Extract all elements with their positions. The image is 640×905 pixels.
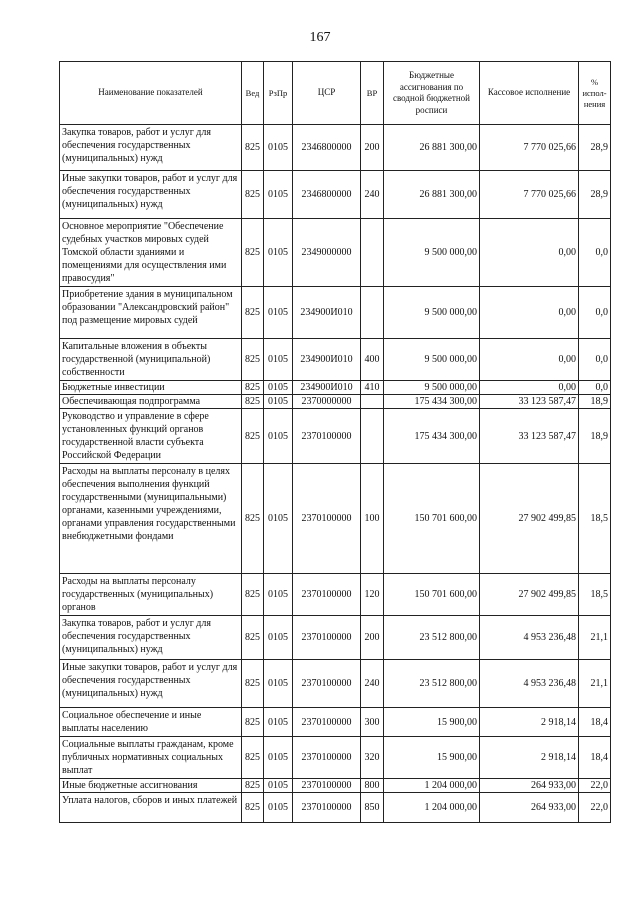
cell-budget: 9 500 000,00 (384, 219, 480, 287)
header-pct: % испол-нения (579, 62, 611, 125)
cell-rzpr: 0105 (264, 287, 293, 339)
cell-csr: 2370000000 (293, 395, 361, 409)
table-row (60, 339, 611, 381)
cell-name: Бюджетные инвестиции (60, 381, 242, 395)
cell-vr: 200 (361, 125, 384, 171)
header-vr: ВР (361, 62, 384, 125)
cell-budget: 1 204 000,00 (384, 793, 480, 823)
cell-csr: 2370100000 (293, 779, 361, 793)
cell-vr: 300 (361, 708, 384, 737)
table-row (60, 219, 611, 287)
table-row (60, 464, 611, 574)
cell-rzpr: 0105 (264, 574, 293, 616)
cell-ved: 825 (242, 793, 264, 823)
cell-budget: 175 434 300,00 (384, 409, 480, 464)
cell-csr: 234900И010 (293, 287, 361, 339)
cell-csr: 2370100000 (293, 737, 361, 779)
cell-rzpr: 0105 (264, 409, 293, 464)
cell-vr (361, 287, 384, 339)
cell-name: Уплата налогов, сборов и иных платежей (60, 793, 242, 823)
cell-name: Расходы на выплаты персоналу в целях обеспечения выполнения функций государственными (муниципальными) органами, казенными учреждениями, органами управления государственными внебюджетными фондами (60, 464, 242, 574)
cell-budget: 9 500 000,00 (384, 381, 480, 395)
cell-ved: 825 (242, 779, 264, 793)
cell-pct: 0,0 (579, 287, 611, 339)
header-name: Наименование показателей (60, 62, 242, 125)
cell-rzpr: 0105 (264, 660, 293, 708)
cell-csr: 2370100000 (293, 574, 361, 616)
cell-cash: 2 918,14 (480, 737, 579, 779)
cell-name: Закупка товаров, работ и услуг для обеспечения государственных (муниципальных) нужд (60, 125, 242, 171)
table-row (60, 574, 611, 616)
cell-cash: 33 123 587,47 (480, 409, 579, 464)
cell-rzpr: 0105 (264, 171, 293, 219)
cell-ved: 825 (242, 464, 264, 574)
cell-ved: 825 (242, 660, 264, 708)
table-row (60, 708, 611, 737)
table-row (60, 737, 611, 779)
cell-pct: 18,4 (579, 708, 611, 737)
header-rzpr: РзПр (264, 62, 293, 125)
cell-ved: 825 (242, 381, 264, 395)
cell-ved: 825 (242, 574, 264, 616)
cell-csr: 2370100000 (293, 616, 361, 660)
cell-pct: 21,1 (579, 616, 611, 660)
cell-vr: 240 (361, 660, 384, 708)
cell-cash: 4 953 236,48 (480, 616, 579, 660)
cell-pct: 18,5 (579, 574, 611, 616)
table-row (60, 125, 611, 171)
cell-name: Руководство и управление в сфере установленных функций органов государственной власти субъекта Российской Федерации (60, 409, 242, 464)
header-budget: Бюджетные ассигнования по сводной бюджетной росписи (384, 62, 480, 125)
cell-ved: 825 (242, 125, 264, 171)
cell-name: Социальные выплаты гражданам, кроме публичных нормативных социальных выплат (60, 737, 242, 779)
cell-rzpr: 0105 (264, 737, 293, 779)
cell-budget: 15 900,00 (384, 737, 480, 779)
cell-budget: 9 500 000,00 (384, 339, 480, 381)
cell-csr: 2370100000 (293, 464, 361, 574)
cell-pct: 22,0 (579, 779, 611, 793)
table-body (60, 125, 611, 823)
cell-csr: 234900И010 (293, 381, 361, 395)
cell-cash: 7 770 025,66 (480, 125, 579, 171)
cell-pct: 0,0 (579, 381, 611, 395)
cell-ved: 825 (242, 737, 264, 779)
cell-cash: 7 770 025,66 (480, 171, 579, 219)
cell-name: Иные закупки товаров, работ и услуг для обеспечения государственных (муниципальных) нужд (60, 171, 242, 219)
cell-vr: 410 (361, 381, 384, 395)
cell-name: Иные бюджетные ассигнования (60, 779, 242, 793)
cell-rzpr: 0105 (264, 793, 293, 823)
cell-csr: 2346800000 (293, 125, 361, 171)
cell-csr: 2346800000 (293, 171, 361, 219)
cell-name: Иные закупки товаров, работ и услуг для обеспечения государственных (муниципальных) нужд (60, 660, 242, 708)
cell-cash: 264 933,00 (480, 779, 579, 793)
cell-vr (361, 395, 384, 409)
cell-pct: 18,9 (579, 409, 611, 464)
cell-cash: 27 902 499,85 (480, 464, 579, 574)
cell-vr (361, 219, 384, 287)
cell-pct: 28,9 (579, 171, 611, 219)
cell-vr: 200 (361, 616, 384, 660)
table-row (60, 793, 611, 823)
cell-budget: 150 701 600,00 (384, 464, 480, 574)
cell-vr: 120 (361, 574, 384, 616)
cell-rzpr: 0105 (264, 125, 293, 171)
cell-cash: 0,00 (480, 219, 579, 287)
cell-cash: 4 953 236,48 (480, 660, 579, 708)
table-row (60, 287, 611, 339)
cell-ved: 825 (242, 171, 264, 219)
table-row (60, 381, 611, 395)
cell-rzpr: 0105 (264, 616, 293, 660)
cell-pct: 22,0 (579, 793, 611, 823)
cell-name: Капитальные вложения в объекты государственной (муниципальной) собственности (60, 339, 242, 381)
cell-ved: 825 (242, 287, 264, 339)
cell-rzpr: 0105 (264, 708, 293, 737)
cell-pct: 28,9 (579, 125, 611, 171)
cell-name: Расходы на выплаты персоналу государственных (муниципальных) органов (60, 574, 242, 616)
cell-cash: 0,00 (480, 339, 579, 381)
cell-budget: 15 900,00 (384, 708, 480, 737)
cell-name: Обеспечивающая подпрограмма (60, 395, 242, 409)
cell-budget: 9 500 000,00 (384, 287, 480, 339)
cell-vr: 320 (361, 737, 384, 779)
cell-rzpr: 0105 (264, 395, 293, 409)
cell-cash: 27 902 499,85 (480, 574, 579, 616)
cell-csr: 2370100000 (293, 708, 361, 737)
cell-ved: 825 (242, 395, 264, 409)
table-row (60, 779, 611, 793)
cell-budget: 23 512 800,00 (384, 660, 480, 708)
cell-vr: 100 (361, 464, 384, 574)
cell-budget: 26 881 300,00 (384, 171, 480, 219)
cell-cash: 2 918,14 (480, 708, 579, 737)
cell-budget: 1 204 000,00 (384, 779, 480, 793)
cell-ved: 825 (242, 708, 264, 737)
cell-name: Основное мероприятие "Обеспечение судебных участков мировых судей Томской области зданиями и помещениями для осуществления ими правосудия" (60, 219, 242, 287)
table-row (60, 660, 611, 708)
cell-csr: 2370100000 (293, 409, 361, 464)
cell-name: Приобретение здания в муниципальном образовании "Александровский район" под размещение мировых судей (60, 287, 242, 339)
cell-pct: 18,9 (579, 395, 611, 409)
table-row (60, 171, 611, 219)
cell-ved: 825 (242, 616, 264, 660)
cell-budget: 175 434 300,00 (384, 395, 480, 409)
cell-rzpr: 0105 (264, 339, 293, 381)
cell-pct: 0,0 (579, 219, 611, 287)
header-csr: ЦСР (293, 62, 361, 125)
cell-budget: 150 701 600,00 (384, 574, 480, 616)
table-row (60, 395, 611, 409)
cell-csr: 2349000000 (293, 219, 361, 287)
table-row (60, 616, 611, 660)
cell-name: Закупка товаров, работ и услуг для обеспечения государственных (муниципальных) нужд (60, 616, 242, 660)
cell-vr: 240 (361, 171, 384, 219)
cell-vr: 850 (361, 793, 384, 823)
cell-pct: 21,1 (579, 660, 611, 708)
cell-vr: 800 (361, 779, 384, 793)
cell-rzpr: 0105 (264, 779, 293, 793)
cell-ved: 825 (242, 339, 264, 381)
table-header (60, 62, 611, 125)
cell-rzpr: 0105 (264, 381, 293, 395)
cell-pct: 18,4 (579, 737, 611, 779)
cell-budget: 26 881 300,00 (384, 125, 480, 171)
cell-rzpr: 0105 (264, 219, 293, 287)
cell-ved: 825 (242, 219, 264, 287)
budget-table (59, 61, 611, 823)
header-cash: Кассовое исполнение (480, 62, 579, 125)
cell-vr: 400 (361, 339, 384, 381)
cell-csr: 2370100000 (293, 793, 361, 823)
cell-rzpr: 0105 (264, 464, 293, 574)
cell-cash: 0,00 (480, 287, 579, 339)
cell-name: Социальное обеспечение и иные выплаты населению (60, 708, 242, 737)
cell-cash: 264 933,00 (480, 793, 579, 823)
header-ved: Вед (242, 62, 264, 125)
page-number: 167 (309, 30, 331, 45)
cell-pct: 0,0 (579, 339, 611, 381)
cell-csr: 234900И010 (293, 339, 361, 381)
cell-pct: 18,5 (579, 464, 611, 574)
cell-vr (361, 409, 384, 464)
table-row (60, 409, 611, 464)
cell-budget: 23 512 800,00 (384, 616, 480, 660)
cell-csr: 2370100000 (293, 660, 361, 708)
cell-ved: 825 (242, 409, 264, 464)
cell-cash: 0,00 (480, 381, 579, 395)
cell-cash: 33 123 587,47 (480, 395, 579, 409)
